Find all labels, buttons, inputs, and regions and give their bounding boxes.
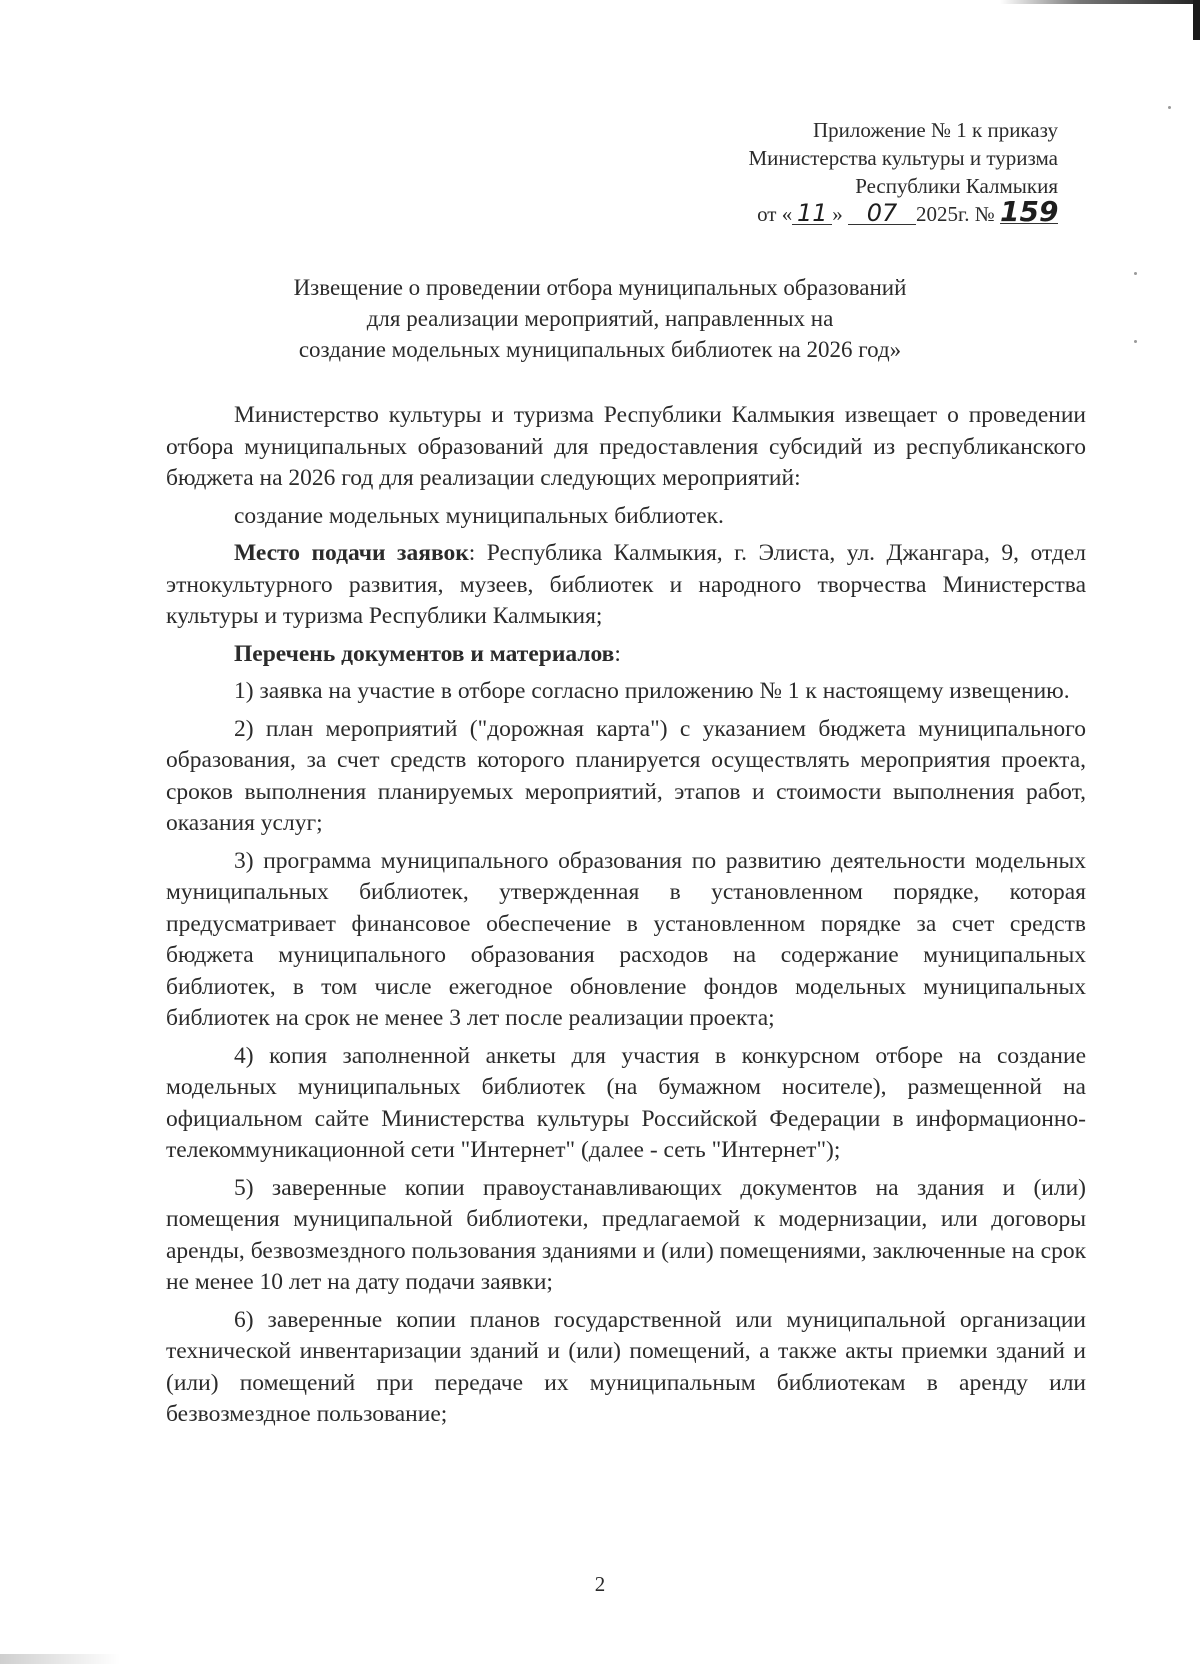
doc-list-item: 1) заявка на участие в отборе согласно приложению № 1 к настоящему извещению. [234,678,1070,704]
doc-list-item: 6) заверенные копии планов государственной или муниципальной организации технической инвентаризации зданий и (или) помещений, а также акты приемки зданий и (или) помещений при передаче их муниципальным библиотекам в аренду или безвозмездное пользование; [166,1306,1086,1427]
handwritten-month: 07 [848,202,916,225]
scan-edge-bottom [0,1654,120,1664]
order-date-line [538,195,1059,228]
appendix-header-line: Республики Калмыкия [855,174,1058,198]
doc-list-item: 4) копия заполненной анкеты для участия в конкурсном отборе на создание модельных муниципальных библиотек (на бумажном носителе), размещенной на официальном сайте Министерства культуры Российской Федерации в информационно-телекоммуникационной сети "Интернет" (далее - сеть "Интернет"); [166,1042,1086,1163]
scan-speck [1168,106,1171,109]
doc-list-item: 3) программа муниципального образования по развитию деятельности модельных муниципальных библиотек, утвержденная в установленном порядке, которая предусматривает финансовое обеспечение в установленном порядке за счет средств бюджета муниципального образования расходов на содержание муниципальных библиотек, в том числе ежегодное обновление фондов модельных муниципальных библиотек на срок не менее 3 лет после реализации проекта; [166,847,1086,1031]
handwritten-day: 11 [792,202,832,225]
doc-list-item: 2) план мероприятий ("дорожная карта") с указанием бюджета муниципального образования, за счет средств которого планируется осуществлять мероприятия проекта, сроков выполнения планируемых мероприятий, этапов и стоимости выполнения работ, оказания услуг; [166,715,1086,836]
notice-title-line: Извещение о проведении отбора муниципальных образований [293,275,907,300]
intro-paragraph: Министерство культуры и туризма Республики Калмыкия извещает о проведении отбора муниципальных образований для предоставления субсидий из республиканского бюджета на 2026 год для реализации следующих мероприятий: [166,402,1086,491]
page-number: 2 [594,1572,606,1596]
date-mid: » [832,202,848,226]
place-text: : Республика Калмыкия, г. Элиста, ул. Джангара, 9, отдел этнокультурного развития, музеев, библиотек и народного творчества Министерства культуры и туризма Республики Калмыкия; [166,540,1086,629]
docs-heading [166,639,1086,671]
appendix-header-line: Министерства культуры и туризма [748,146,1058,170]
place-paragraph [166,538,1086,633]
date-prefix: от « [757,202,793,226]
appendix-header-line: Приложение № 1 к приказу [813,118,1058,142]
notice-title [190,272,1010,365]
scan-edge-right [1193,0,1200,40]
activity-paragraph: создание модельных муниципальных библиотек. [234,502,724,529]
place-label: Место подачи заявок [234,540,469,566]
docs-colon: : [614,640,621,667]
notice-body [166,400,1086,1437]
docs-label: Перечень документов и материалов [234,640,615,667]
scan-edge-top [1000,0,1200,4]
appendix-header [538,116,1058,228]
date-suffix: 2025г. № [915,202,1000,226]
doc-list-item: 5) заверенные копии правоустанавливающих документов на здания и (или) помещения муниципальной библиотеки, предлагаемой к модернизации, или договоры аренды, безвозмездного пользования зданиями и (или) помещениями, заключенные на срок не менее 10 лет на дату подачи заявки; [166,1174,1086,1295]
handwritten-order-number: 159 [1000,195,1059,228]
scan-speck [1134,272,1137,275]
notice-title-line: для реализации мероприятий, направленных на [366,306,834,331]
scan-speck [1134,340,1137,343]
notice-title-line: создание модельных муниципальных библиотек на 2026 год» [298,337,902,362]
